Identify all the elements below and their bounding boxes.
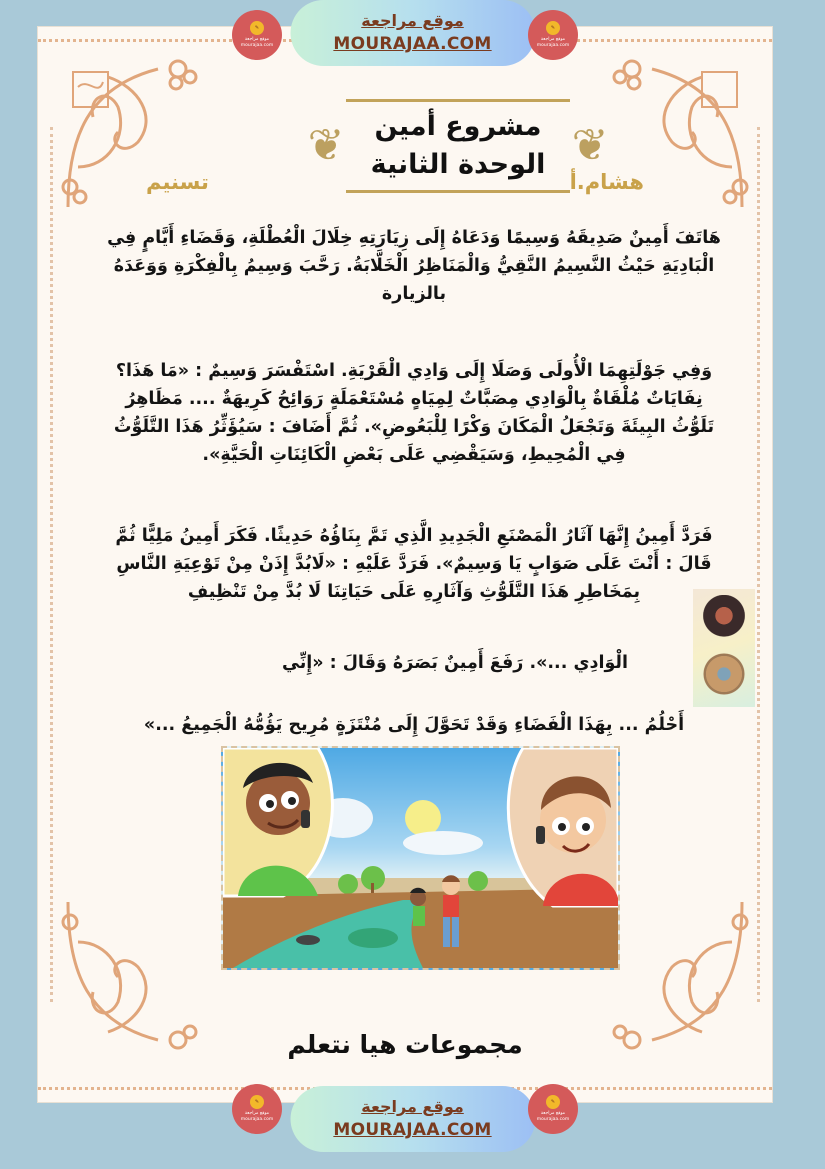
story-line: فَرَدَّ أَمِينُ إِنَّهَا آثَارُ الْمَصْنَعِ الْجَدِيدِ الَّذِي تَمَّ بِنَاؤُهُ حَدِيثًا. فَكَرَ أَمِينُ مَلِيًّا ثُمَّ	[115, 526, 713, 546]
author-name-right: هشام.أ	[569, 170, 644, 194]
left-dotted-border	[50, 127, 53, 1002]
right-dotted-border	[757, 127, 760, 1002]
badge-caption-ar: موقع مراجعة	[540, 1111, 566, 1116]
character-stickers	[693, 589, 755, 707]
story-line: بِمَخَاطِرِ هَذَا التَّلَوُّثِ وَآثَارِهِ عَلَى حَيَاتِنَا لَا بُدَّ مِنْ تَنْظِيفِ	[187, 582, 641, 602]
badge-caption	[241, 37, 273, 49]
site-logo-badge-left-bottom[interactable]	[232, 1084, 282, 1134]
story-line: هَاتَفَ أَمِينٌ صَدِيقَهُ وَسِيمًا وَدَعَاهُ إِلَى زِيَارَتِهِ خِلَالَ الْعُطْلَةِ، وَقَضَاءِ أَيَّامٍ فِي	[107, 228, 721, 248]
unit-subtitle: الوحدة الثانية	[370, 149, 546, 180]
badge-caption-en: mourajaa.com	[536, 43, 570, 48]
character-sticker-icon	[701, 595, 747, 641]
badge-caption-en: mourajaa.com	[536, 1117, 570, 1122]
site-logo-badge-left[interactable]	[232, 10, 282, 60]
badge-caption	[537, 1111, 569, 1123]
badge-caption-en: mourajaa.com	[240, 43, 274, 48]
site-logo-badge-right[interactable]	[528, 10, 578, 60]
worksheet-page	[38, 27, 772, 1102]
title-frame	[306, 91, 610, 201]
story-paragraph-4	[178, 649, 732, 677]
author-name-left: تسنيم	[146, 170, 209, 194]
story-line: قَالَ : أَنْتَ عَلَى صَوَابٍ يَا وَسِيمٌ». فَرَدَّ عَلَيْهِ : «لَابُدَّ إِذَنْ مِنْ تَوْعِيَةِ النَّاسِ	[116, 554, 712, 574]
story-illustration	[221, 746, 620, 970]
page-title: مشروع أمين	[374, 111, 542, 142]
site-banner-arabic[interactable]: موقع مراجعة	[361, 1097, 464, 1116]
story-line: بالزيارة	[381, 284, 447, 304]
story-line: أَحْلُمُ ... بِهَذَا الْفَضَاءِ وَقَدْ تَحَوَّلَ إِلَى مُنْتَزَةٍ مُرِيح يَؤُمُّهُ الْجَمِيعُ ...»	[143, 715, 685, 735]
story-line: وَفِي جَوْلَتِهِمَا الْأُولَى وَصَلَا إِلَى وَادِي الْقَرْيَةِ. اسْتَفْسَرَ وَسِيمٌ : «مَا هَذَا؟	[115, 361, 713, 381]
story-line: الْبَادِيَةِ حَيْثُ النَّسِيمُ النَّقِيُّ وَالْمَنَاظِرُ الْخَلَّابَةُ. رَحَّبَ وَسِيمُ بِالْفِكْرَةِ وَوَعَدَهُ	[113, 256, 715, 276]
badge-caption-ar: موقع مراجعة	[244, 1111, 270, 1116]
book-logo-icon: ✎	[546, 21, 560, 35]
story-paragraph-3	[76, 522, 752, 606]
site-banner-arabic[interactable]: موقع مراجعة	[361, 11, 464, 30]
story-line: الْوَادِي ...». رَفَعَ أَمِينٌ بَصَرَهُ وَقَالَ : «إِنِّي	[281, 653, 629, 673]
site-banner-top[interactable]	[290, 0, 535, 66]
badge-caption-ar: موقع مراجعة	[244, 37, 270, 42]
story-line: تَلَوُّثُ البِيئَةَ وَتَجْعَلُ الْمَكَانَ وَكْرًا لِلْبَعُوضِ». ثُمَّ أَضَافَ : سَيُؤَثِّرُ هَذَا التَّلَوُّثُ	[113, 417, 715, 437]
badge-caption-en: mourajaa.com	[240, 1117, 274, 1122]
story-line: نِفَايَاتٌ مُلْقَاةٌ بِالْوَادِي مِصَبَّاتٌ لِمِيَاهٍ مُسْتَعْمَلَةٍ رَوَائِحُ كَرِيهَةٌ .... مَظَاهِرُ	[125, 389, 703, 409]
book-logo-icon: ✎	[250, 21, 264, 35]
story-paragraph-2	[76, 357, 752, 469]
book-logo-icon: ✎	[250, 1095, 264, 1109]
site-banner-bottom[interactable]	[290, 1086, 535, 1152]
site-logo-badge-right-bottom[interactable]	[528, 1084, 578, 1134]
character-sticker-icon	[701, 651, 747, 697]
badge-caption	[241, 1111, 273, 1123]
footer-heading: مجموعات هيا نتعلم	[287, 1030, 523, 1059]
badge-caption-ar: موقع مراجعة	[540, 37, 566, 42]
site-banner-link[interactable]: MOURAJAA.COM	[333, 34, 492, 54]
scroll-ornament-icon: ❦	[571, 120, 609, 171]
story-line: فِي الْمُحِيطِ، وَسَيَقْضِي عَلَى بَعْضِ الْكَائِنَاتِ الْحَيَّةِ».	[202, 445, 626, 465]
site-banner-link[interactable]: MOURAJAA.COM	[333, 1120, 492, 1140]
book-logo-icon: ✎	[546, 1095, 560, 1109]
story-paragraph-5	[76, 711, 752, 739]
badge-caption	[537, 37, 569, 49]
scroll-ornament-icon: ❦	[307, 120, 345, 171]
story-paragraph-1	[76, 224, 752, 308]
